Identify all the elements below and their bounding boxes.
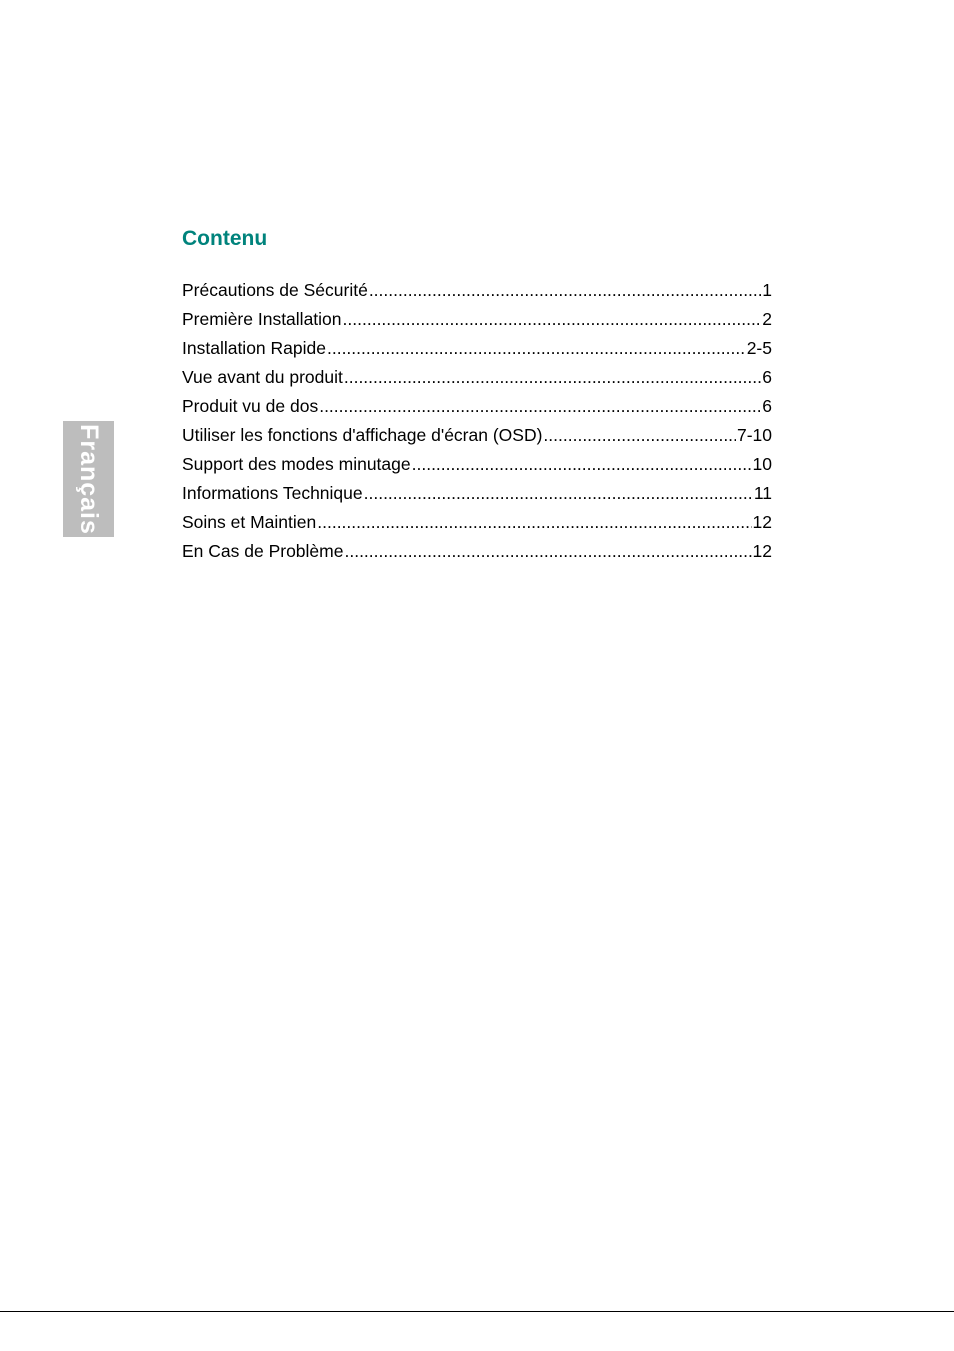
toc-leader-dots: [344, 363, 761, 392]
language-tab-label: Français: [75, 423, 103, 535]
toc-entry[interactable]: [182, 276, 772, 305]
toc-leader-dots: [369, 276, 761, 305]
toc-list: [182, 276, 772, 566]
toc-title: Contenu: [182, 227, 268, 250]
toc-entry-page: 7-10: [736, 425, 772, 445]
toc-leader-dots: [343, 305, 762, 334]
toc-entry[interactable]: [182, 392, 772, 421]
toc-entry-page: 6: [762, 396, 772, 416]
toc-entry-label: Soins et Maintien: [182, 512, 317, 532]
toc-entry-label: Installation Rapide: [182, 338, 326, 358]
toc-entry[interactable]: [182, 363, 772, 392]
toc-entry-page: 11: [753, 483, 772, 503]
toc-entry-label: En Cas de Problème: [182, 541, 344, 561]
toc-entry[interactable]: [182, 450, 772, 479]
toc-entry-page: 1: [762, 280, 772, 300]
toc-entry-page: 2-5: [746, 338, 772, 358]
toc-entry[interactable]: [182, 508, 772, 537]
toc-entry-page: 10: [752, 454, 772, 474]
toc-entry-label: Vue avant du produit: [182, 367, 343, 387]
toc-entry-page: 12: [752, 512, 772, 532]
toc-entry-page: 6: [762, 367, 772, 387]
toc-entry-label: Informations Technique: [182, 483, 363, 503]
toc-entry-page: 12: [752, 541, 772, 561]
toc-leader-dots: [327, 334, 746, 363]
toc-entry[interactable]: [182, 305, 772, 334]
toc-entry-label: Première Installation: [182, 309, 342, 329]
toc-leader-dots: [344, 537, 751, 566]
toc-leader-dots: [319, 392, 761, 421]
toc-entry[interactable]: [182, 334, 772, 363]
language-side-tab: [63, 421, 114, 537]
toc-entry-page: 2: [762, 309, 772, 329]
toc-entry[interactable]: [182, 479, 772, 508]
footer-divider: [0, 1311, 954, 1312]
toc-entry-label: Support des modes minutage: [182, 454, 411, 474]
toc-entry-label: Précautions de Sécurité: [182, 280, 368, 300]
toc-entry-label: Produit vu de dos: [182, 396, 319, 416]
toc-entry[interactable]: [182, 421, 772, 450]
toc-entry[interactable]: [182, 537, 772, 566]
toc-leader-dots: [364, 479, 753, 508]
toc-leader-dots: [317, 508, 751, 537]
toc-leader-dots: [543, 421, 736, 450]
toc-entry-label: Utiliser les fonctions d'affichage d'écran (OSD): [182, 425, 543, 445]
toc-leader-dots: [412, 450, 752, 479]
